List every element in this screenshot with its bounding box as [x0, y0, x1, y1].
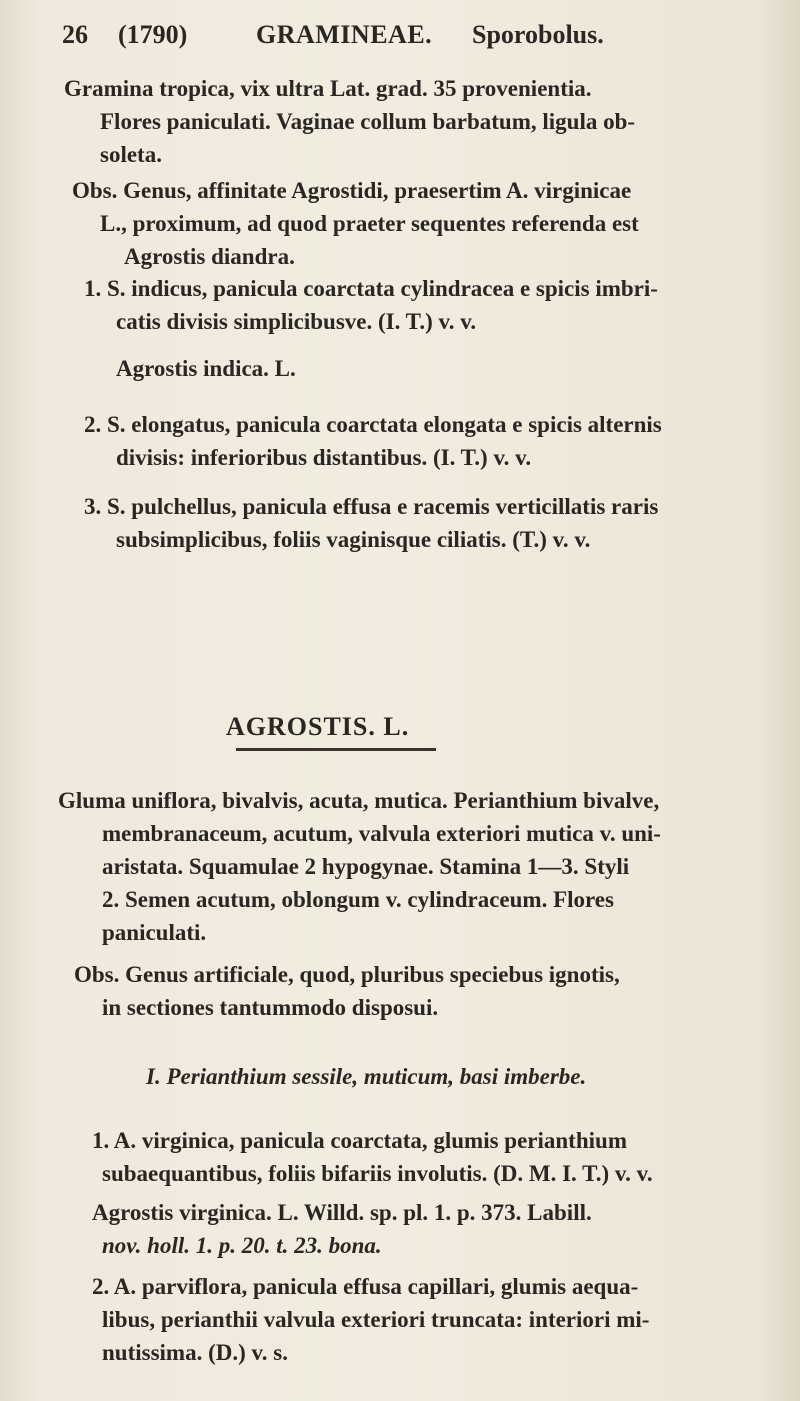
species-entry	[58, 1124, 653, 1262]
observation-2	[58, 958, 620, 1024]
text-line: 2. S. elongatus, panicula coarctata elongata e spicis alternis	[84, 412, 662, 437]
text-line: subaequantibus, foliis bifariis involutis. (D. M. I. T.) v. v.	[102, 1161, 653, 1186]
title-underline	[236, 748, 436, 751]
genus-description	[58, 784, 661, 949]
text-line: Gramina tropica, vix ultra Lat. grad. 35 provenientia.	[64, 76, 592, 101]
text-line: Obs. Genus, affinitate Agrostidi, praesertim A. virginicae	[72, 178, 632, 203]
species-entry	[58, 1270, 649, 1369]
genus-intro	[60, 72, 635, 171]
text-line: 2. A. parviflora, panicula effusa capillari, glumis aequa-	[92, 1274, 639, 1299]
text-line: divisis: inferioribus distantibus. (I. T.) v. v.	[116, 445, 532, 470]
observation-1	[60, 174, 639, 273]
species-entry	[60, 272, 658, 385]
text-line: libus, perianthii valvula exteriori truncata: interiori mi-	[102, 1307, 650, 1332]
genus-heading: Sporobolus.	[472, 20, 604, 49]
text-line: Obs. Genus artificiale, quod, pluribus speciebus ignotis,	[74, 962, 620, 987]
text-line: soleta.	[100, 142, 162, 167]
text-line: 2. Semen acutum, oblongum v. cylindraceum. Flores	[102, 887, 614, 912]
family-heading: GRAMINEAE.	[256, 20, 433, 49]
text-line: I. Perianthium sessile, muticum, basi imberbe.	[146, 1064, 587, 1089]
species-entry	[60, 408, 662, 474]
text-line: L., proximum, ad quod praeter sequentes referenda est	[100, 211, 639, 236]
text-line: catis divisis simplicibusve. (I. T.) v. v.	[116, 309, 477, 334]
species-entry	[60, 490, 658, 556]
text-line: aristata. Squamulae 2 hypogynae. Stamina 1—3. Styli	[102, 854, 630, 879]
text-line: in sectiones tantummodo disposui.	[102, 995, 439, 1020]
genus-title: AGROSTIS. L.	[226, 712, 410, 741]
page-header	[60, 16, 760, 56]
text-line: nutissima. (D.) v. s.	[102, 1340, 288, 1365]
text-line: Agrostis diandra.	[124, 244, 295, 269]
text-line: Flores paniculati. Vaginae collum barbatum, ligula ob-	[100, 109, 636, 134]
text-line: 1. S. indicus, panicula coarctata cylindracea e spicis imbri-	[84, 276, 658, 301]
text-line: 1. A. virginica, panicula coarctata, glumis perianthium	[92, 1128, 627, 1153]
text-line: Gluma uniflora, bivalvis, acuta, mutica. Perianthium bivalve,	[58, 788, 660, 813]
text-line: paniculati.	[102, 920, 207, 945]
page-number: 26	[62, 20, 88, 49]
synonym: Agrostis indica. L.	[116, 356, 296, 381]
text-line: membranaceum, acutum, valvula exteriori mutica v. uni-	[102, 821, 661, 846]
header-year: (1790)	[118, 20, 188, 49]
text-line: nov. holl. 1. p. 20. t. 23. bona.	[102, 1233, 382, 1258]
text-line: subsimplicibus, foliis vaginisque ciliatis. (T.) v. v.	[116, 527, 591, 552]
text-line: Agrostis virginica. L. Willd. sp. pl. 1. p. 373. Labill.	[92, 1200, 592, 1225]
section-heading	[58, 1060, 586, 1093]
text-line: 3. S. pulchellus, panicula effusa e racemis verticillatis raris	[84, 494, 659, 519]
